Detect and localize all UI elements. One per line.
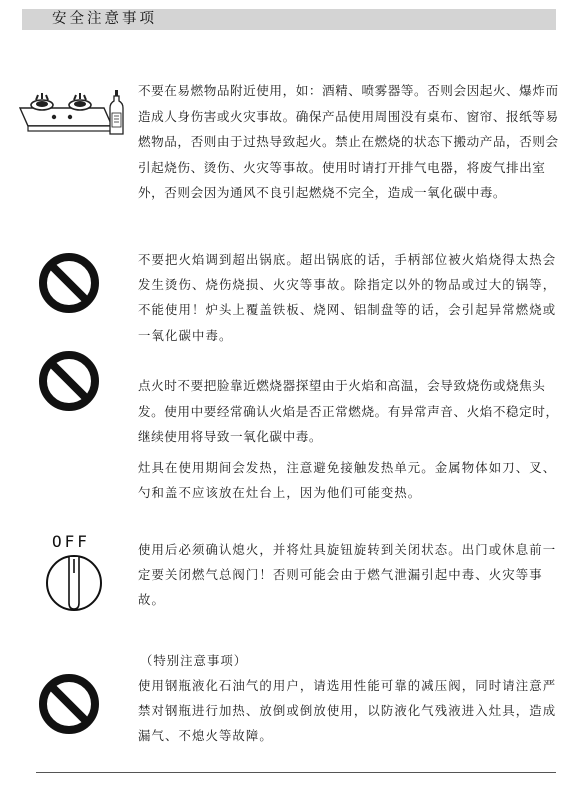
instruction-turn-off: 使用后必须确认熄火，并将灶具旋钮旋转到关闭状态。出门或休息前一定要关闭燃气总阀门！否则可能会由于燃气泄漏引起中毒、火灾等事故。 [138, 542, 557, 608]
prohibition-icon [38, 350, 100, 412]
warning-hot-surface: 灶具在使用期间会发热，注意避免接触发热单元。金属物体如刀、叉、勺和盖不应该放在灶台上，因为他们可能变热。 [138, 460, 557, 501]
warning-flammables: 不要在易燃物品附近使用，如：酒精、喷雾器等。否则会因起火、爆炸而造成人身伤害或火灾事故。确保产品使用周围没有桌布、窗帘、报纸等易燃物品，否则由于过热导致起火。禁止在燃烧的状态下搬动产品，否则会引起烧伤、烫伤、火灾等事故。使用时请打开排气电器，将废气排出室外，否则会因为通风不良引起燃烧不完全，造成一氧化碳中毒。 [138, 83, 559, 200]
warning-face-near-burner: 点火时不要把脸靠近燃烧器探望由于火焰和高温，会导致烧伤或烧焦头发。使用中要经常确认火焰是否正常燃烧。有异常声音、火焰不稳定时，继续使用将导致一氧化碳中毒。 [138, 378, 559, 444]
gas-stove-with-bottle-icon [14, 86, 130, 138]
warning-lpg-cylinder: 使用钢瓶液化石油气的用户，请选用性能可靠的减压阀，同时请注意严禁对钢瓶进行加热、放倒或倒放使用，以防液化气残液进入灶具，造成漏气、不熄火等故障。 [138, 678, 557, 744]
footer-rule [36, 772, 556, 773]
section-header-bar [22, 9, 556, 30]
prohibition-icon [38, 252, 100, 314]
special-notes-title: （特别注意事项） [140, 653, 248, 668]
prohibition-icon [38, 673, 100, 735]
page-title: 安全注意事项 [52, 11, 157, 27]
knob-off-label: OFF [52, 532, 90, 551]
knob-off-icon [44, 553, 104, 613]
warning-flame-height: 不要把火焰调到超出锅底。超出锅底的话，手柄部位被火焰烧得太热会发生烫伤、烧伤烧损、火灾等事故。除指定以外的物品或过大的锅等，不能使用！炉头上覆盖铁板、烧网、铝制盘等的话，会引起异常燃烧或一氧化碳中毒。 [138, 252, 557, 343]
